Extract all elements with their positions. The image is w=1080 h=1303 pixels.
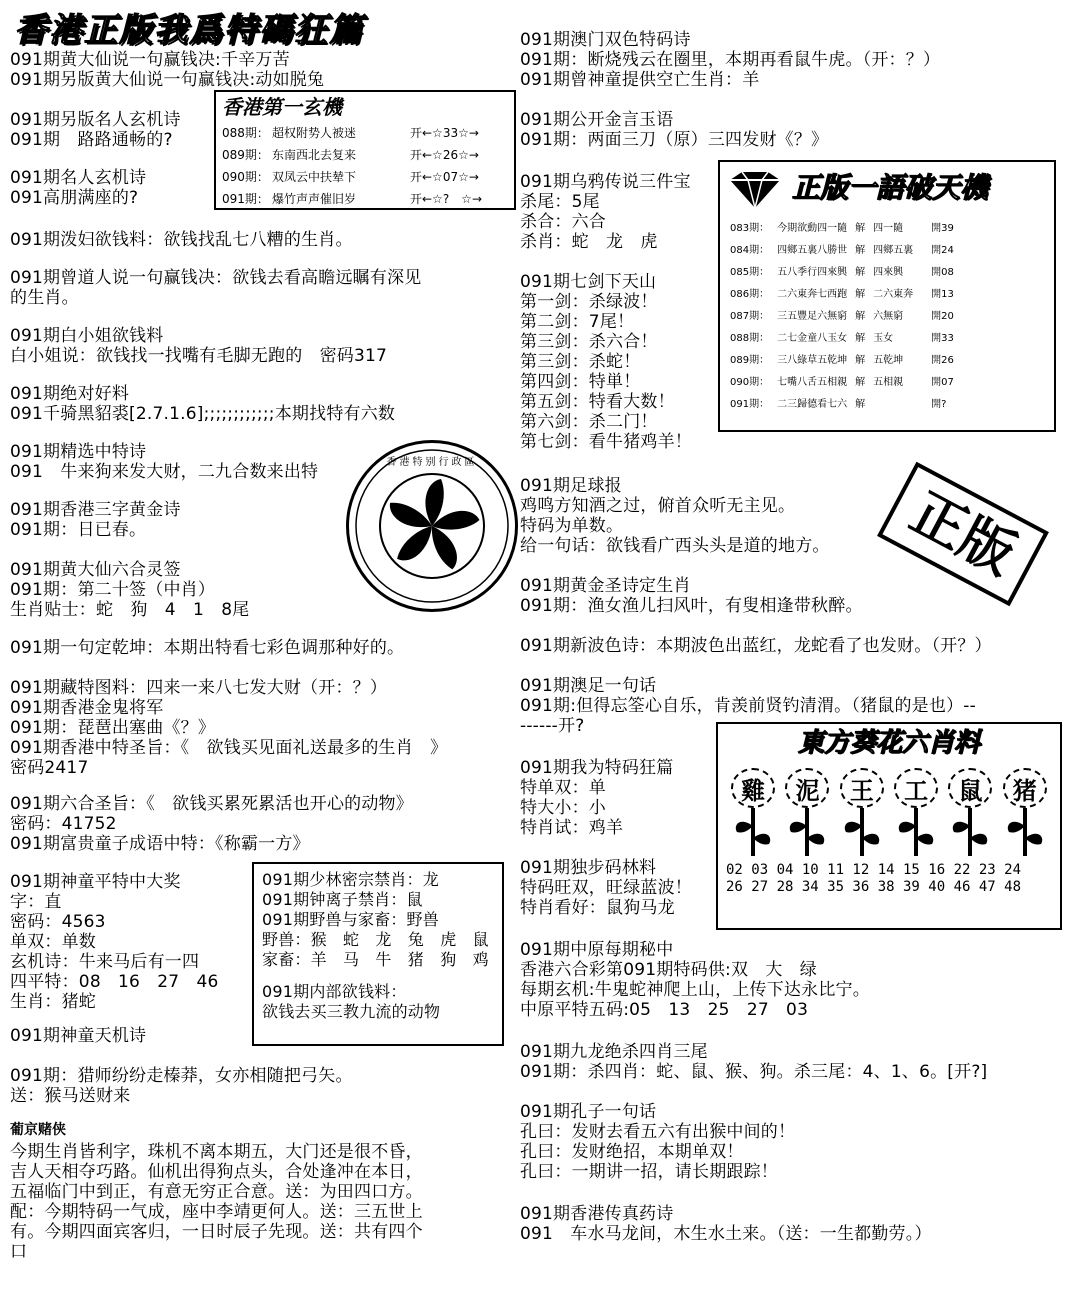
first-mystery-cell: 090期： — [222, 170, 269, 184]
first-mystery-cell: 091期： — [222, 192, 269, 206]
yiyu-cell: 解 — [855, 333, 866, 344]
right-section-4-line-0: 091期足球报 — [520, 476, 622, 496]
right-section-3-line-6: 第五剑：特看大数！ — [520, 392, 675, 412]
right-section-3-line-4: 第三剑：杀蛇！ — [520, 352, 641, 372]
left-section-17-line-0: 今期生肖皆利字，珠机不离本期五，大门还是很不昏， — [10, 1142, 423, 1162]
left-section-5 — [10, 326, 515, 366]
left-section-17-line-5: 口 — [10, 1242, 28, 1262]
right-section-12 — [520, 1102, 1075, 1182]
right-section-3-line-8: 第七剑：看牛猪鸡羊！ — [520, 432, 692, 452]
right-section-10-line-1: 香港六合彩第091期特码供:双 大 绿 — [520, 960, 817, 980]
left-section-1-line-1: 091期 路路通畅的? — [10, 130, 173, 150]
flower-stem-icon — [1003, 808, 1047, 860]
left-section-13-line-0: 091期神童平特中大奖 — [10, 872, 181, 892]
yiyu-cell: 解 — [855, 399, 866, 410]
yiyu-cell: 解 — [855, 289, 866, 300]
right-section-11-line-1: 091期：杀四肖：蛇、鼠、猴、狗。杀三尾：4、1、6。[开?] — [520, 1062, 988, 1082]
box-hk-first-mystery-title: 香港第一玄機 — [222, 95, 342, 119]
hk-emblem-seal — [346, 440, 518, 612]
box-yiyu-potianji-table — [726, 218, 958, 416]
first-mystery-row — [222, 122, 510, 144]
flower-numbers-row1: 02 03 04 10 11 12 14 15 16 22 23 24 — [726, 862, 1022, 878]
left-section-13-line-1: 字：直 — [10, 892, 62, 912]
left-section-15-line-1: 送：猴马送财来 — [10, 1086, 131, 1106]
yiyu-cell — [869, 394, 917, 416]
zodiac-flower-head: 猪 — [1003, 768, 1047, 808]
flower-stem-icon — [894, 808, 938, 860]
inner-tip-line: 欲钱去买三教九流的动物 — [262, 1002, 441, 1021]
box-flower-six-zodiac — [716, 722, 1062, 930]
right-section-0-line-2: 091期曾神童提供空亡生肖：羊 — [520, 70, 760, 90]
yiyu-cell: 解 — [855, 267, 866, 278]
first-mystery-cell: 超权附势人被迷 — [272, 126, 357, 140]
yiyu-cell: 開? — [931, 399, 947, 410]
first-mystery-cell: 东南西北去复来 — [272, 148, 357, 162]
yiyu-cell: 開24 — [931, 245, 954, 256]
right-section-8-line-3: 特肖试：鸡羊 — [520, 818, 624, 838]
diamond-icon — [726, 170, 784, 214]
left-section-15 — [10, 1066, 515, 1106]
first-mystery-cell: 开←☆33☆→ — [410, 126, 479, 140]
flower-numbers-row2: 26 27 28 34 35 36 38 39 40 46 47 48 — [726, 879, 1022, 895]
yiyu-cell: 開20 — [931, 311, 954, 322]
flower-stems — [718, 808, 1060, 860]
right-section-9-line-0: 091期独步码林料 — [520, 858, 657, 878]
right-section-2-line-1: 杀尾：5尾 — [520, 192, 600, 212]
left-section-11-line-0: 091期藏特图料：四来一来八七发大财（开：？） — [10, 678, 388, 698]
left-section-10-line-0: 091期一句定乾坤：本期出特看七彩色调那种好的。 — [10, 638, 405, 658]
right-section-2-line-2: 杀合：六合 — [520, 212, 606, 232]
yiyu-cell: 三八綠草五乾坤 — [777, 355, 848, 366]
yiyu-cell: 開39 — [931, 223, 954, 234]
yiyu-cell: 解 — [855, 355, 866, 366]
right-section-11-line-0: 091期九龙绝杀四肖三尾 — [520, 1042, 708, 1062]
yiyu-cell: 今期欲動四一隨 — [777, 223, 848, 234]
left-section-14-line-0: 091期神童天机诗 — [10, 1026, 147, 1046]
right-section-4-line-2: 特码为单数。 — [520, 516, 624, 536]
left-section-5-line-1: 白小姐说：欲钱找一找嘴有毛脚无跑的 密码317 — [10, 346, 388, 366]
yiyu-cell: 五乾坤 — [873, 355, 904, 366]
left-section-9-line-0: 091期黄大仙六合灵签 — [10, 560, 181, 580]
yiyu-cell: 七嘴八舌五相親 — [777, 377, 848, 388]
first-mystery-cell: 开←☆07☆→ — [410, 170, 479, 184]
first-mystery-cell: 089期： — [222, 148, 269, 162]
first-mystery-row — [222, 188, 510, 210]
left-section-6-line-1: 091千骑黑貂裘[2.7.1.6];;;;;;;;;;;;本期找特有六数 — [10, 404, 396, 424]
left-section-13-line-4: 玄机诗：牛来马后有一四 — [10, 952, 200, 972]
left-section-3-line-0: 091期泼妇欲钱料：欲钱找乱七八糟的生肖。 — [10, 230, 353, 250]
right-section-8-line-0: 091期我为特码狂篇 — [520, 758, 674, 778]
box-hk-first-mystery — [214, 90, 516, 210]
right-section-10-line-2: 每期玄机:牛鬼蛇神爬上山，上传下达永比宁。 — [520, 980, 870, 1000]
right-section-5-line-1: 091期：渔女渔儿扫风叶，有叟相逢带秋醉。 — [520, 596, 863, 616]
left-section-9-line-2: 生肖贴士：蛇 狗 4 1 8尾 — [10, 600, 250, 620]
left-section-17-line-3: 配：今期特码一气成，座中李靖更何人。送：三五世上 — [10, 1202, 423, 1222]
inner-tip-line: 091期野兽与家畜：野兽 — [262, 910, 439, 929]
right-section-4-line-3: 给一句话：欲钱看广西头头是道的地方。 — [520, 536, 830, 556]
left-section-13-line-5: 四平特：08 16 27 46 — [10, 972, 219, 992]
right-section-13 — [520, 1204, 1075, 1244]
left-section-17-line-1: 吉人天相夺巧路。仙机出得狗点头，合处逢冲在本日， — [10, 1162, 423, 1182]
yiyu-cell: 解 — [855, 245, 866, 256]
yiyu-cell: 091期： — [730, 399, 770, 410]
yiyu-cell: 玉女 — [873, 333, 894, 344]
right-section-7-line-0: 091期澳足一句话 — [520, 676, 657, 696]
left-section-8-line-1: 091期：日已春。 — [10, 520, 147, 540]
right-section-8-line-2: 特大小：小 — [520, 798, 606, 818]
yiyu-cell: 五相親 — [873, 377, 904, 388]
right-section-2-line-0: 091期乌鸦传说三件宝 — [520, 172, 691, 192]
box-hk-first-mystery-rows — [222, 122, 510, 210]
left-section-13-line-2: 密码：4563 — [10, 912, 106, 932]
genuine-stamp: 正版 — [877, 462, 1049, 607]
yiyu-cell: 二七金童八玉女 — [777, 333, 848, 344]
first-mystery-cell: 开←☆? ☆→ — [410, 192, 482, 206]
left-section-15-line-0: 091期：猎师纷纷走榛莽，女亦相随把弓矢。 — [10, 1066, 353, 1086]
right-section-0 — [520, 30, 1075, 90]
right-section-12-line-0: 091期孔子一句话 — [520, 1102, 657, 1122]
left-section-11-line-3: 091期香港中特圣旨：《 欲钱买见面礼送最多的生肖 》 — [10, 738, 448, 758]
right-section-3-line-0: 091期七剑下天山 — [520, 272, 657, 292]
right-section-0-line-1: 091期：断烧残云在圈里，本期再看鼠牛虎。（开：？） — [520, 50, 941, 70]
yiyu-cell: 086期： — [730, 289, 770, 300]
box-inner-tips-group1 — [262, 870, 494, 970]
yiyu-cell: 四來興 — [873, 267, 904, 278]
right-section-6-line-0: 091期新波色诗：本期波色出蓝红，龙蛇看了也发财。（开？） — [520, 636, 992, 656]
left-section-17-line-4: 有。今期四面宾客归，一日时辰子先现。送：共有四个 — [10, 1222, 423, 1242]
yiyu-cell: 開13 — [931, 289, 954, 300]
left-section-0 — [10, 50, 515, 90]
right-section-0-line-0: 091期澳门双色特码诗 — [520, 30, 691, 50]
inner-tip-line: 野兽：猴 蛇 龙 兔 虎 鼠 — [262, 930, 489, 949]
left-section-4-line-1: 的生肖。 — [10, 288, 79, 308]
flower-stem-icon — [731, 808, 775, 860]
right-section-10-line-3: 中原平特五码:05 13 25 27 03 — [520, 1000, 809, 1020]
yiyu-cell: 087期： — [730, 311, 770, 322]
yiyu-cell: 四鄉五裏八勝世 — [777, 245, 848, 256]
right-section-8-line-1: 特单双：单 — [520, 778, 606, 798]
box-inner-tips-group2 — [262, 982, 494, 1022]
right-section-10 — [520, 940, 1075, 1020]
right-section-9-line-2: 特肖看好：鼠狗马龙 — [520, 898, 675, 918]
yiyu-cell: 二六東奔 — [873, 289, 914, 300]
yiyu-cell: 089期： — [730, 355, 770, 366]
left-section-12-line-0: 091期六合圣旨：《 欲钱买累死累活也开心的动物》 — [10, 794, 413, 814]
first-mystery-cell: 双凤云中扶辇下 — [272, 170, 357, 184]
yiyu-cell: 四鄉五裏 — [873, 245, 914, 256]
right-section-12-line-1: 孔曰：发财去看五六有出猴中间的！ — [520, 1122, 796, 1142]
left-section-11-line-4: 密码2417 — [10, 758, 89, 778]
box-inner-tips — [252, 862, 504, 1046]
left-section-12-line-1: 密码：41752 — [10, 814, 117, 834]
yiyu-row — [726, 284, 958, 306]
inner-tip-line: 091期少林密宗禁肖：龙 — [262, 870, 439, 889]
yiyu-row — [726, 328, 958, 350]
right-section-7-line-1: 091期:但得忘筌心自乐，肯羡前贤钓清渭。（猪鼠的是也）-- — [520, 696, 976, 716]
yiyu-cell: 四一隨 — [873, 223, 904, 234]
right-section-3-line-5: 第四剑：特単！ — [520, 372, 641, 392]
yiyu-cell: 083期： — [730, 223, 770, 234]
left-section-2-line-0: 091期名人玄机诗 — [10, 168, 147, 188]
right-section-1 — [520, 110, 1075, 150]
left-section-12-line-2: 091期富贵童子成语中特：《称霸一方》 — [10, 834, 310, 854]
left-section-3 — [10, 230, 515, 250]
yiyu-row — [726, 262, 958, 284]
left-section-13-line-6: 生肖：猪蛇 — [10, 992, 96, 1012]
left-section-1-line-0: 091期另版名人玄机诗 — [10, 110, 181, 130]
yiyu-row — [726, 394, 958, 416]
left-section-10 — [10, 638, 515, 658]
right-section-1-line-0: 091期公开金言玉语 — [520, 110, 674, 130]
left-section-11-line-2: 091期：琵琶出塞曲《？》 — [10, 718, 216, 738]
first-mystery-row — [222, 166, 510, 188]
first-mystery-cell: 开←☆26☆→ — [410, 148, 479, 162]
yiyu-cell: 開33 — [931, 333, 954, 344]
right-section-5-line-0: 091期黄金圣诗定生肖 — [520, 576, 691, 596]
left-section-7-line-1: 091 牛来狗来发大财，二九合数来出特 — [10, 462, 319, 482]
right-section-6 — [520, 636, 1075, 656]
yiyu-cell: 開07 — [931, 377, 954, 388]
yiyu-cell: 084期： — [730, 245, 770, 256]
box-flower-six-zodiac-title: 東方葵花六肖料 — [797, 728, 980, 758]
yiyu-cell: 開08 — [931, 267, 954, 278]
page-title: 香港正版我爲特碼狂篇 — [14, 10, 364, 49]
flower-stem-icon — [840, 808, 884, 860]
yiyu-cell: 五八季行四來興 — [777, 267, 848, 278]
zodiac-flower-head: 泥 — [785, 768, 829, 808]
yiyu-cell: 085期： — [730, 267, 770, 278]
yiyu-cell: 二六東奔七西跑 — [777, 289, 848, 300]
right-section-2-line-3: 杀肖：蛇 龙 虎 — [520, 232, 658, 252]
yiyu-row — [726, 240, 958, 262]
left-section-4 — [10, 268, 515, 308]
right-section-10-line-0: 091期中原每期秘中 — [520, 940, 674, 960]
right-section-3-line-1: 第一剑：杀绿波！ — [520, 292, 658, 312]
hk-emblem-seal-text: 香港特别行政區 — [386, 457, 478, 468]
first-mystery-cell: 爆竹声声催旧岁 — [272, 192, 357, 206]
inner-tip-line: 091期内部欲钱料： — [262, 982, 407, 1001]
left-section-4-line-0: 091期曾道人说一句赢钱决：欲钱去看高瞻远瞩有深见 — [10, 268, 422, 288]
right-section-3-line-7: 第六剑：杀二门！ — [520, 412, 658, 432]
box-yiyu-potianji-title: 正版一語破天機 — [792, 171, 989, 204]
yiyu-row — [726, 372, 958, 394]
left-section-17 — [10, 1142, 515, 1262]
left-section-12 — [10, 794, 515, 854]
yiyu-cell: 二三歸德看七六 — [777, 399, 848, 410]
zodiac-row — [718, 768, 1060, 808]
right-section-12-line-2: 孔曰：发财绝招，本期单双！ — [520, 1142, 744, 1162]
flower-stem-icon — [948, 808, 992, 860]
left-section-6 — [10, 384, 515, 424]
left-section-11-line-1: 091期香港金鬼将军 — [10, 698, 164, 718]
box-yiyu-potianji — [718, 160, 1056, 432]
yiyu-cell: 三五豐足六無窮 — [777, 311, 848, 322]
inner-tip-line: 091期钟离子禁肖：鼠 — [262, 890, 423, 909]
right-section-12-line-3: 孔曰：一期讲一招，请长期跟踪！ — [520, 1162, 778, 1182]
yiyu-cell: 開26 — [931, 355, 954, 366]
yiyu-cell: 088期： — [730, 333, 770, 344]
yiyu-cell: 六無窮 — [873, 311, 904, 322]
left-section-0-line-0: 091期黄大仙说一句赢钱决:千辛万苦 — [10, 50, 290, 70]
left-section-6-line-0: 091期绝对好料 — [10, 384, 130, 404]
right-section-1-line-1: 091期：两面三刀（原）三四发财《？》 — [520, 130, 829, 150]
right-section-9-line-1: 特码旺双，旺绿蓝波！ — [520, 878, 692, 898]
right-section-13-line-0: 091期香港传真药诗 — [520, 1204, 674, 1224]
left-section-17-line-2: 五福临门中到正，有意无穷正合意。送：为田四口方。 — [10, 1182, 423, 1202]
yiyu-cell: 090期： — [730, 377, 770, 388]
yiyu-row — [726, 306, 958, 328]
right-section-3-line-2: 第二剑：7尾！ — [520, 312, 635, 332]
yiyu-row — [726, 350, 958, 372]
right-section-7-line-2: ------开? — [520, 716, 585, 736]
first-mystery-row — [222, 144, 510, 166]
left-section-8-line-0: 091期香港三字黄金诗 — [10, 500, 181, 520]
flower-stem-icon — [785, 808, 829, 860]
zodiac-flower-head: 雞 — [731, 768, 775, 808]
left-section-0-line-1: 091期另版黄大仙说一句赢钱决:动如脱兔 — [10, 70, 325, 90]
left-section-5-line-0: 091期白小姐欲钱料 — [10, 326, 164, 346]
yiyu-cell: 解 — [855, 223, 866, 234]
right-section-4-line-1: 鸡鸣方知酒之过，俯首众听无主见。 — [520, 496, 796, 516]
right-section-13-line-1: 091 车水马龙间，木生水土来。（送：一生都勤劳。） — [520, 1224, 932, 1244]
left-section-11 — [10, 678, 515, 778]
left-section-13-line-3: 单双：单数 — [10, 932, 96, 952]
yiyu-cell: 解 — [855, 311, 866, 322]
left-section-16 — [10, 1120, 515, 1140]
left-section-2-line-1: 091高朋满座的? — [10, 188, 139, 208]
zodiac-flower-head: 鼠 — [948, 768, 992, 808]
yiyu-row — [726, 218, 958, 240]
right-section-3-line-3: 第三剑：杀六合！ — [520, 332, 658, 352]
yiyu-cell: 解 — [855, 377, 866, 388]
zodiac-flower-head: 工 — [894, 768, 938, 808]
left-section-9-line-1: 091期：第二十签（中肖） — [10, 580, 216, 600]
left-section-16-line-0: 葡京赌侠 — [10, 1122, 66, 1138]
inner-tip-line: 家畜：羊 马 牛 猪 狗 鸡 — [262, 950, 489, 969]
right-section-11 — [520, 1042, 1075, 1082]
left-section-7-line-0: 091期精选中特诗 — [10, 442, 147, 462]
zodiac-flower-head: 王 — [840, 768, 884, 808]
first-mystery-cell: 088期： — [222, 126, 269, 140]
